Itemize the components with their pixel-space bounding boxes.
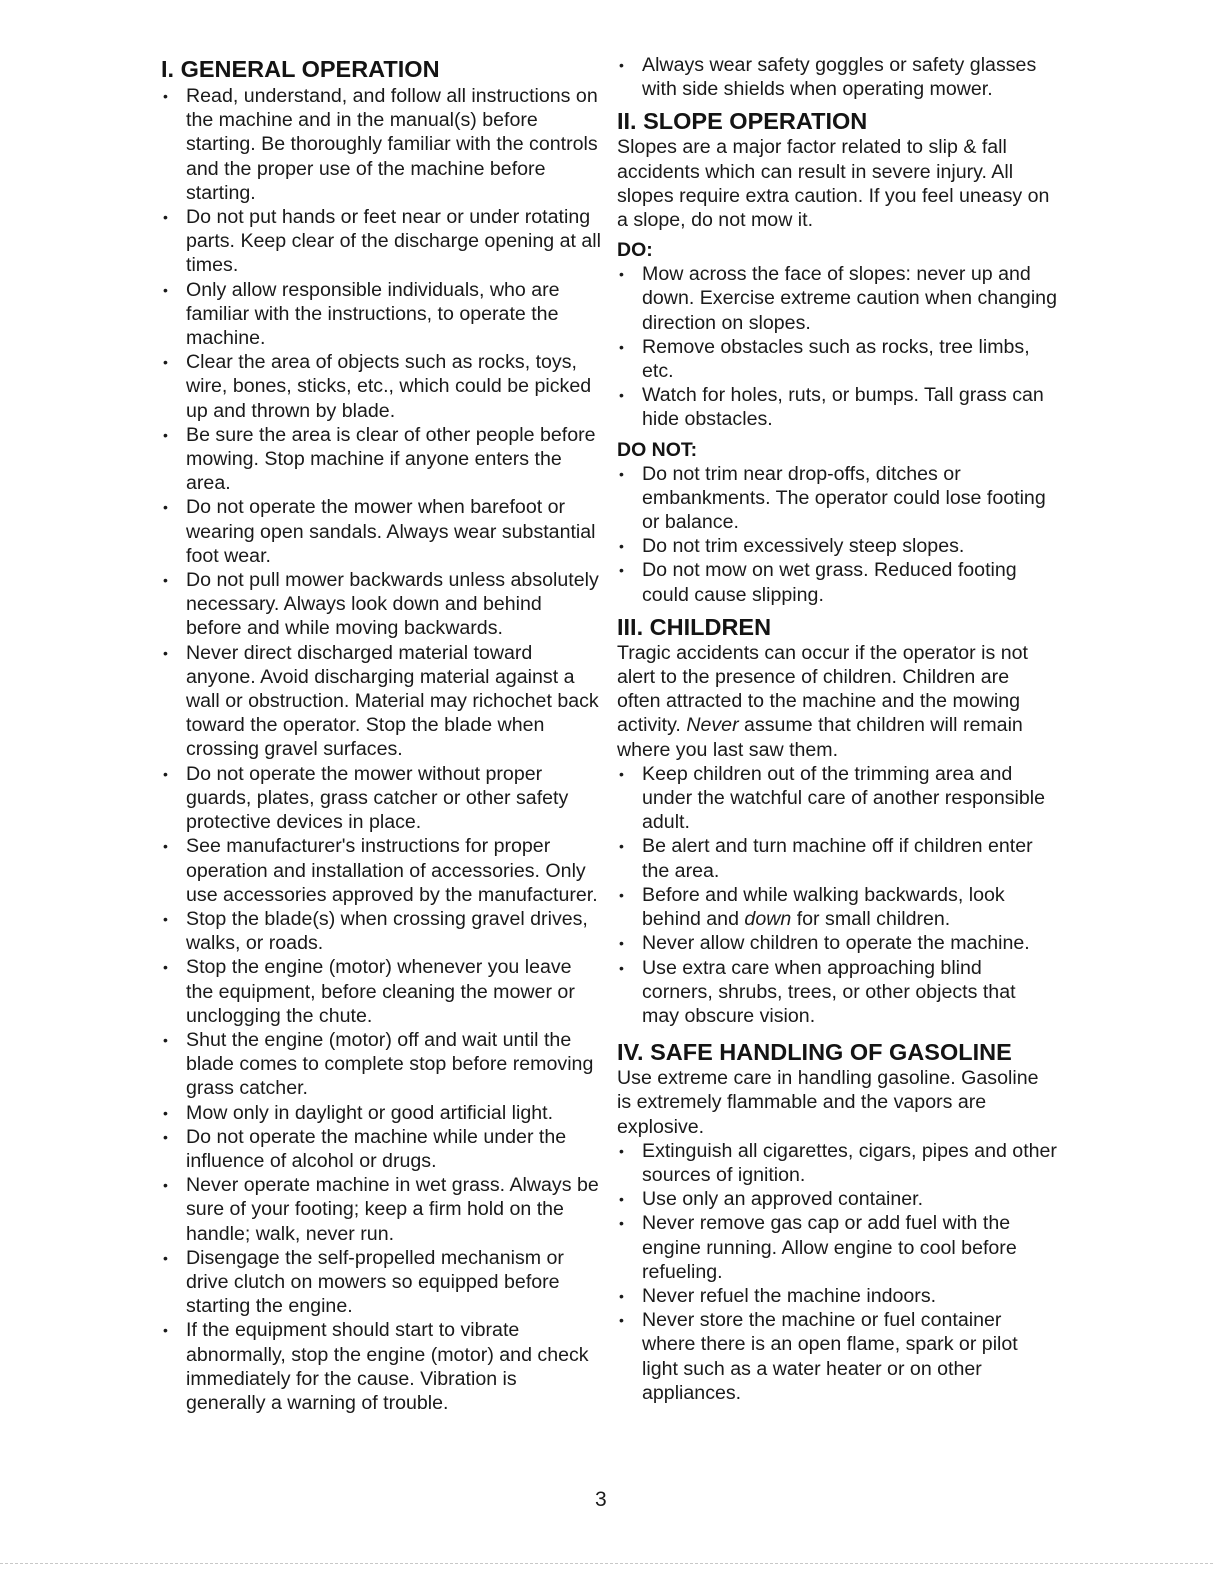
list-item: • Use extra care when approaching blind corners, shrubs, trees, or other objects that may obscure vision. [617,956,1057,1029]
list-item: • Be alert and turn machine off if children enter the area. [617,834,1057,882]
list-item: • Shut the engine (motor) off and wait until the blade comes to complete stop before removing grass catcher. [161,1028,601,1101]
list-item: • Be sure the area is clear of other people before mowing. Stop machine if anyone enters the area. [161,423,601,496]
do-not-label: DO NOT: [617,438,698,461]
list-item: • Do not trim excessively steep slopes. [617,534,1057,558]
list-item: • Never refuel the machine indoors. [617,1284,1057,1308]
list-item: • Read, understand, and follow all instructions on the machine and in the manual(s) before starting. Be thoroughly familiar with the controls and the proper use of the machine before starting. [161,84,601,205]
list-item: • If the equipment should start to vibrate abnormally, stop the engine (motor) and check immediately for the cause. Vibration is generally a warning of trouble. [161,1318,601,1415]
slope-do-not-list [617,462,1057,607]
emphasis-down: down [744,908,792,931]
list-item: • Watch for holes, ruts, or bumps. Tall grass can hide obstacles. [617,383,1057,431]
list-item: • Clear the area of objects such as rocks, toys, wire, bones, sticks, etc., which could be picked up and thrown by blade. [161,350,601,423]
list-item: • Keep children out of the trimming area and under the watchful care of another responsible adult. [617,762,1057,835]
list-item: • See manufacturer's instructions for proper operation and installation of accessories. Only use accessories approved by the manufacturer. [161,834,601,907]
list-item: • Do not pull mower backwards unless absolutely necessary. Always look down and behind before and while moving backwards. [161,568,601,641]
list-item: • Stop the engine (motor) whenever you leave the equipment, before cleaning the mower or unclogging the chute. [161,955,601,1028]
list-item: • Never direct discharged material toward anyone. Avoid discharging material against a wall or obstruction. Material may richochet back toward the operator. Stop the blade when crossing gravel surfaces. [161,641,601,762]
list-item: • Disengage the self-propelled mechanism or drive clutch on mowers so equipped before starting the engine. [161,1246,601,1319]
list-item: • Never allow children to operate the machine. [617,931,1057,955]
emphasis-never: Never [686,714,739,737]
children-intro: Tragic accidents can occur if the operator is not alert to the presence of children. Children are often attracted to the machine and the mowing activity. Never assume that children will remain where you last saw them. [617,641,1028,761]
children-list [617,762,1057,1028]
list-item: • Do not operate the mower without proper guards, plates, grass catcher or other safety protective devices in place. [161,762,601,835]
left-column [161,55,601,1415]
page-number: 3 [595,1488,607,1511]
list-item: • Always wear safety goggles or safety glasses with side shields when operating mower. [617,53,1057,101]
list-item: • Use only an approved container. [617,1187,1057,1211]
list-item: • Never remove gas cap or add fuel with the engine running. Allow engine to cool before refueling. [617,1211,1057,1284]
list-item: • Do not trim near drop-offs, ditches or embankments. The operator could lose footing or balance. [617,462,1057,535]
list-item: • Do not operate the machine while under the influence of alcohol or drugs. [161,1125,601,1173]
list-item: • Extinguish all cigarettes, cigars, pipes and other sources of ignition. [617,1139,1057,1187]
list-item: • Only allow responsible individuals, who are familiar with the instructions, to operate the machine. [161,278,601,351]
list-item: • Mow across the face of slopes: never up and down. Exercise extreme caution when changing direction on slopes. [617,262,1057,335]
list-item: • Mow only in daylight or good artificial light. [161,1101,601,1125]
section-children-title: III. CHILDREN [617,613,772,640]
do-label: DO: [617,239,653,262]
right-column [617,53,1057,1405]
list-item: • Stop the blade(s) when crossing gravel drives, walks, or roads. [161,907,601,955]
list-item: • Before and while walking backwards, look behind and down for small children. [617,883,1057,931]
general-operation-list [161,84,601,1415]
section-slope-operation-title: II. SLOPE OPERATION [617,108,868,135]
slope-do-list [617,262,1057,431]
page-bottom-rule [0,1563,1213,1564]
general-operation-list-continued [617,53,1057,101]
gasoline-list [617,1139,1057,1405]
list-item: • Do not mow on wet grass. Reduced footing could cause slipping. [617,558,1057,606]
section-general-operation-title: I. GENERAL OPERATION [161,56,440,82]
section-gasoline-title: IV. SAFE HANDLING OF GASOLINE [617,1039,1012,1066]
list-item: • Do not operate the mower when barefoot or wearing open sandals. Always wear substantial foot wear. [161,495,601,568]
list-item: • Remove obstacles such as rocks, tree limbs, etc. [617,335,1057,383]
list-item: • Do not put hands or feet near or under rotating parts. Keep clear of the discharge opening at all times. [161,205,601,278]
list-item: • Never operate machine in wet grass. Always be sure of your footing; keep a firm hold on the handle; walk, never run. [161,1173,601,1246]
gasoline-intro: Use extreme care in handling gasoline. Gasoline is extremely flammable and the vapors are explosive. [617,1067,1039,1138]
slope-intro: Slopes are a major factor related to slip & fall accidents which can result in severe injury. All slopes require extra caution. If you feel uneasy on a slope, do not mow it. [617,136,1050,232]
list-item: • Never store the machine or fuel container where there is an open flame, spark or pilot light such as a water heater or on other appliances. [617,1308,1057,1405]
